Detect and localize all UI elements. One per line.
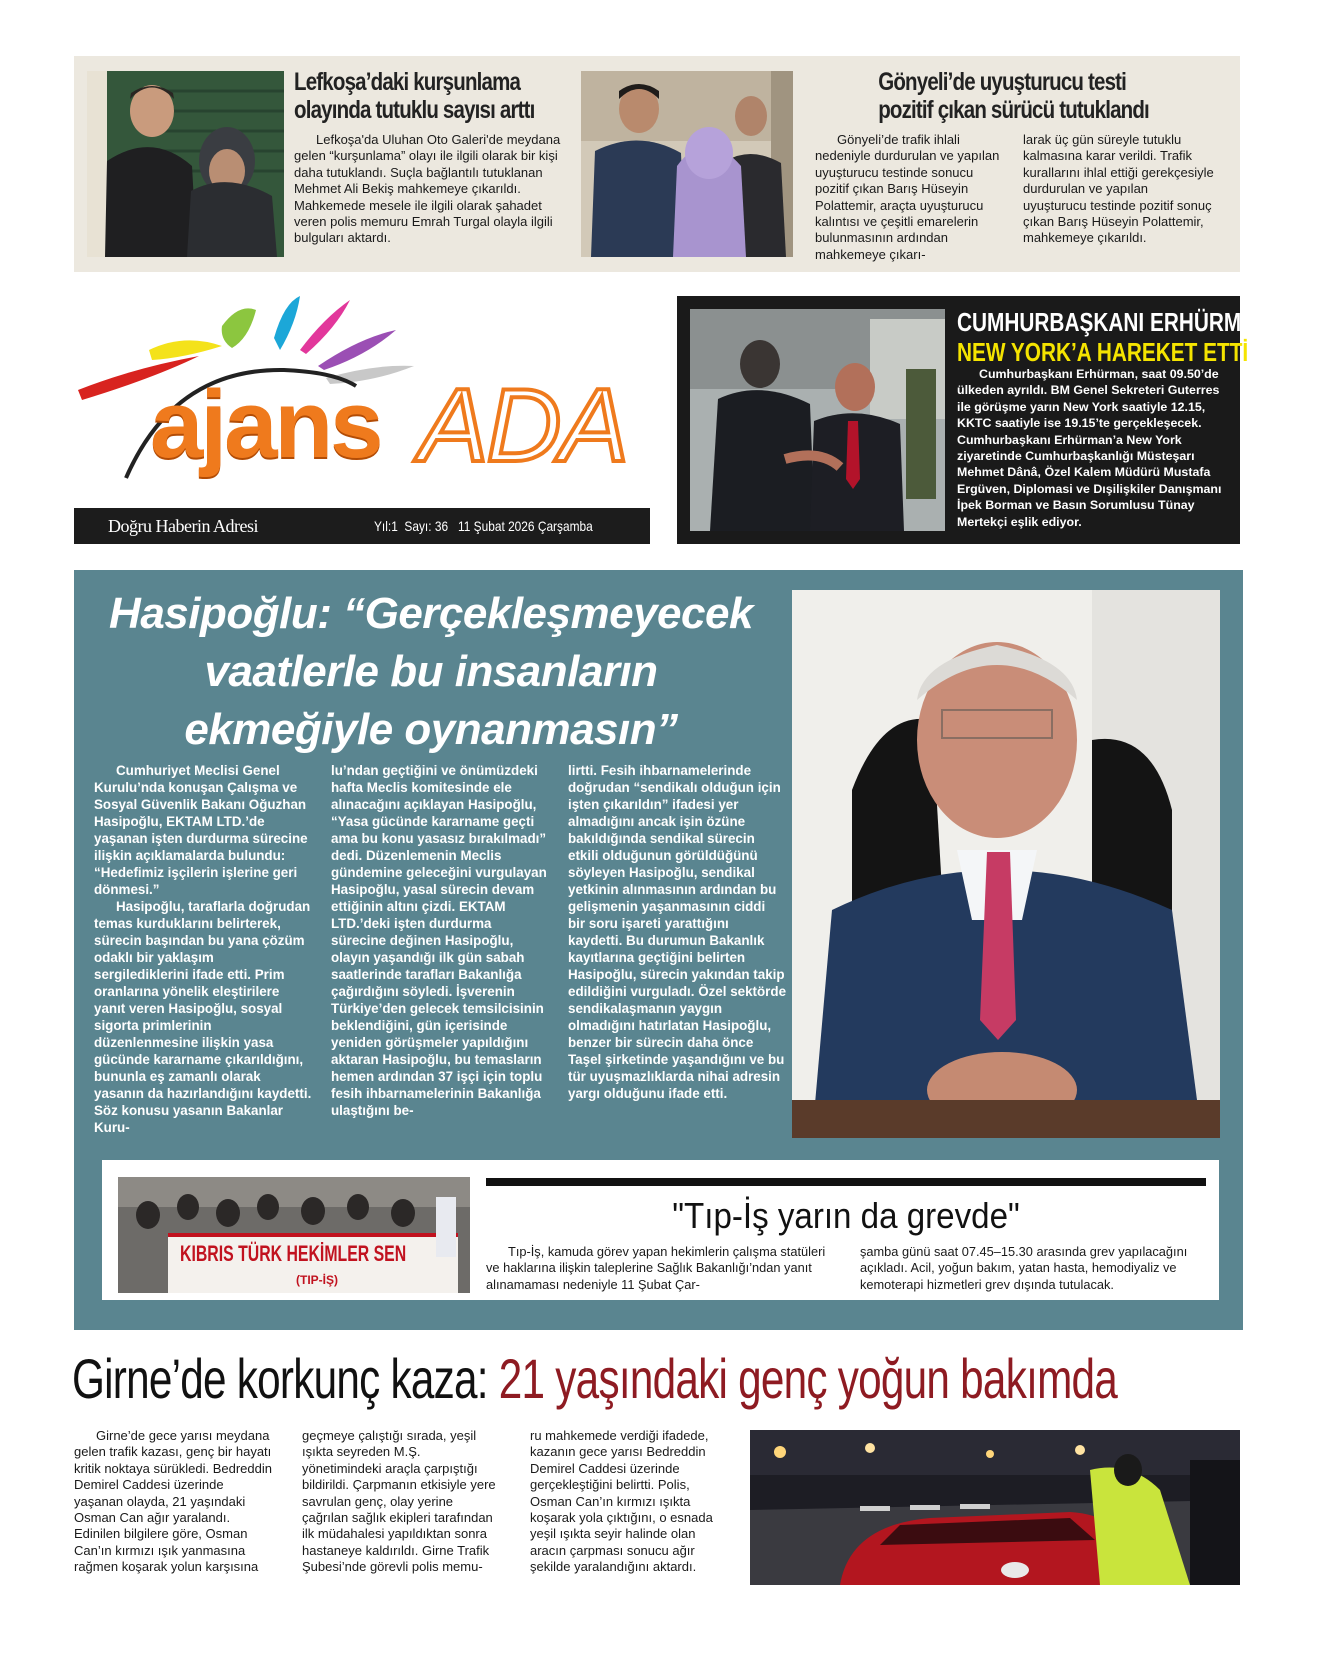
photo-illustration <box>581 71 793 257</box>
photo-illustration <box>87 71 284 257</box>
girne-headline[interactable] <box>72 1346 1118 1412</box>
protest-banner-text: KIBRIS TÜRK HEKİMLER SEN <box>180 1241 407 1266</box>
story1-headline-line1: Lefkoşa’daki kurşunlama <box>294 68 521 96</box>
girne-headline-red: 21 yaşındaki genç yoğun bakımda <box>498 1347 1118 1410</box>
minister-portrait-photo <box>792 590 1220 1138</box>
story2-body-col1: Gönyeli’de trafik ihlali nedeniyle durdurulan ve yapılan uyuşturucu testinde sonucu pozitif çıkan Barış Hüseyin Polattemir, araçta uyuşturucu kalıntısı ve çeşitli emarelerin bulunmasının ardından mahkemeye çıkarı- <box>815 132 1000 262</box>
story2-headline-line2: pozitif çıkan sürücü tutuklandı <box>878 96 1149 124</box>
president-headline[interactable] <box>957 307 1272 367</box>
president-headline-line1: CUMHURBAŞKANI ERHÜRMAN <box>957 307 1272 337</box>
protest-banner-photo <box>118 1177 470 1293</box>
story1-body: Lefkoşa'da Uluhan Oto Galeri'de meydana gelen “kurşunlama” olayı ile ilgili olarak bir kişi daha tutuklandı. Suçla bağlantılı tutuklanan Mehmet Ali Bekiş mahkemeye çıkarıldı. Mahkemede mesele ile ilgili olarak şahadet veren polis memuru Emrah Turgal olayla ilgili bulguları aktardı. <box>294 132 561 246</box>
photo-illustration <box>750 1430 1240 1585</box>
masthead-bar <box>74 508 650 544</box>
main-body-col2: lu’ndan geçtiğini ve önümüzdeki hafta Meclis komitesinde ele alınacağını açıklayan Hasipoğlu, “Yasa gücünde kararname geçti ama bu konu yasasız bırakılmadı” dedi. Düzenlemenin Meclis gündemine geleceğini vurgulayan Hasipoğlu, yasal sürecin devam ettiğinin altını çizdi. EKTAM LTD.’deki işten durdurma sürecine değinen Hasipoğlu, olayın yaşandığı ilk gün sabah saatlerinde tarafları Bakanlığa çağırdığını söyledi. İşverenin Türkiye’den gelecek temsilcisinin beklendiğini, gün içerisinde yeniden görüşmeler yapıldığını aktaran Hasipoğlu, bu temasların hemen ardından 37 işçi için toplu fesih ihbarnamelerinin Bakanlığa ulaştığını be- <box>331 763 547 1118</box>
hooded-suspect-photo <box>581 71 793 257</box>
main-headline-line2: vaatlerle bu insanların <box>204 647 658 696</box>
handshake-photo <box>690 309 945 531</box>
night-accident-car-photo <box>750 1430 1240 1585</box>
slogan: Doğru Haberin Adresi <box>108 516 258 536</box>
story2-headline[interactable] <box>878 68 1149 124</box>
logo-text-ajans: ajans <box>150 371 381 478</box>
main-body-col1 <box>94 762 312 1136</box>
photo-illustration <box>792 590 1220 1138</box>
main-col1-paragraph2: Hasipoğlu, taraflarla doğrudan temas kurduklarını belirterek, sürecin başından bu yana çözüm odaklı bir yaklaşım sergilediklerini ifade etti. Prim oranlarına yönelik eleştirilere yanıt veren Hasipoğlu, sosyal sigorta primlerinin düzenlenmesine ilişkin yasa gücünde kararname çıkarıldığını, bununla eş zamanlı olarak yasanın da hazırlandığını kaydetti. Söz konusu yasanın Bakanlar Kuru- <box>94 899 312 1135</box>
main-headline-line1: Hasipoğlu: “Gerçekleşmeyecek <box>109 589 753 638</box>
main-headline[interactable] <box>86 585 776 759</box>
photo-illustration <box>118 1177 470 1293</box>
story2-headline-line1: Gönyeli’de uyuşturucu testi <box>878 68 1127 96</box>
main-col1-paragraph1: Cumhuriyet Meclisi Genel Kurulu’nda konuşan Çalışma ve Sosyal Güvenlik Bakanı Oğuzhan Hasipoğlu, EKTAM LTD.’de yaşanan işten durdurma sürecine ilişkin açıklamalarda bulundu: “Hedefimiz işçilerin işlerine geri dönmesi.” <box>94 763 308 897</box>
president-body: Cumhurbaşkanı Erhürman, saat 09.50’de ülkeden ayrıldı. BM Genel Sekreteri Guterres ile görüşme yarın New York saatiyle 12.15, KKTC saatiyle ise 19.15’te gerçekleşecek. Cumhurbaşkanı Erhürman’a New York ziyaretinde Cumhurbaşkanlığı Müsteşarı Mehmet Dânâ, Özel Kalem Müdürü Mustafa Ergüven, Diplomasi ve Dışilişkiler Danışmanı İpek Borman ve Basın Sorumlusu Tünay Mertekçi eşlik ediyor. <box>957 367 1222 529</box>
main-body-col3: lirtti. Fesih ihbarnamelerinde doğrudan “sendikalı olduğun için işten çıkarıldın” ifadesi yer almadığını ancak işin özüne bakıldığında sendikal sürecin etkili olduğunun görüldüğünü söyleyen Hasipoğlu, sendikal yetkinin alınmasının ardından bu gelişmenin yaşanmasının ciddi bir soru işareti yarattığını kaydetti. Bu durumun Bakanlık kayıtlarına geçtiğini belirten Hasipoğlu, sürecin yakından takip edildiğini vurguladı. Özel sektörde sendikalaşmanın yaygın olmadığını hatırlatan Hasipoğlu, benzer bir sürecin daha önce Taşel şirketinde yaşandığını ve bu tür uyuşmazlıklarda nihai adresin yargı olduğunu ifade etti. <box>568 763 787 1101</box>
ajans-ada-logo[interactable] <box>74 278 650 506</box>
main-headline-line3: ekmeğiyle oynanmasın” <box>184 705 678 754</box>
tip-is-headline[interactable]: "Tıp-İş yarın da grevde" <box>672 1195 1020 1236</box>
girne-headline-black: Girne’de korkunç kaza: <box>72 1347 488 1410</box>
girne-body-col3: ru mahkemede verdiği ifadede, kazanın gece yarısı Bedreddin Demirel Caddesi üzerinde gerçekleştiğini belirtti. Polis, Osman Can’ın kırmızı ışıkta koşarak yola çıktığını, o esnada yeşil ışıkta seyir halinde olan aracın çarpması sonucu ağır şekilde yaralandığını aktardı. <box>530 1428 713 1575</box>
two-men-in-courtyard-photo <box>87 71 284 257</box>
story1-headline-line2: olayında tutuklu sayısı arttı <box>294 96 535 124</box>
story2-body-col2: larak üç gün süreyle tutuklu kalmasına karar verildi. Trafik kurallarını ihlal ettiği gerekçesiyle durdurulan ve yapılan uyuşturucu testinde pozitif sonuç çıkan Barış Hüseyin Polattemir, mahkemeye çıkarıldı. <box>1023 132 1214 246</box>
protest-banner-subtext: (TIP-İŞ) <box>296 1273 338 1287</box>
story1-headline[interactable] <box>294 68 535 124</box>
photo-illustration <box>690 309 945 531</box>
tip-is-rule <box>486 1178 1206 1186</box>
girne-body-col1: Girne’de gece yarısı meydana gelen trafik kazası, genç bir hayatı kritik noktaya sürükledi. Bedreddin Demirel Caddesi üzerinde yaşanan olayda, 21 yaşındaki Osman Can ağır yaralandı. Edinilen bilgilere göre, Osman Can’ın kırmızı ışık yanmasına rağmen koşarak yolun karşısına <box>74 1428 272 1575</box>
issue-info: Yıl:1 Sayı: 36 11 Şubat 2026 Çarşamba <box>374 518 593 534</box>
president-headline-line2: NEW YORK’A HAREKET ETTİ <box>957 337 1249 367</box>
tip-is-body-col2: şamba günü saat 07.45–15.30 arasında grev yapılacağını açıkladı. Acil, yoğun bakım, yatan hasta, hemodiyaliz ve kemoterapi hizmetleri grev dışında tutulacak. <box>860 1244 1188 1292</box>
tip-is-body-col1: Tıp-İş, kamuda görev yapan hekimlerin çalışma statüleri ve haklarına ilişkin taleplerine Sağlık Bakanlığı’ndan yanıt alınamaması nedeniyle 11 Şubat Çar- <box>486 1244 826 1292</box>
girne-body-col2: geçmeye çalıştığı sırada, yeşil ışıkta seyreden M.Ş. yönetimindeki araçla çarpıştığı bildirildi. Çarpmanın etkisiyle yere savrulan genç, olay yerine çağrılan sağlık ekipleri tarafından ilk müdahalesi yapıldıktan sonra hastaneye kaldırıldı. Girne Trafik Şubesi’nde görevli polis memu- <box>302 1428 496 1575</box>
logo-text-ada: ADA <box>419 368 627 484</box>
